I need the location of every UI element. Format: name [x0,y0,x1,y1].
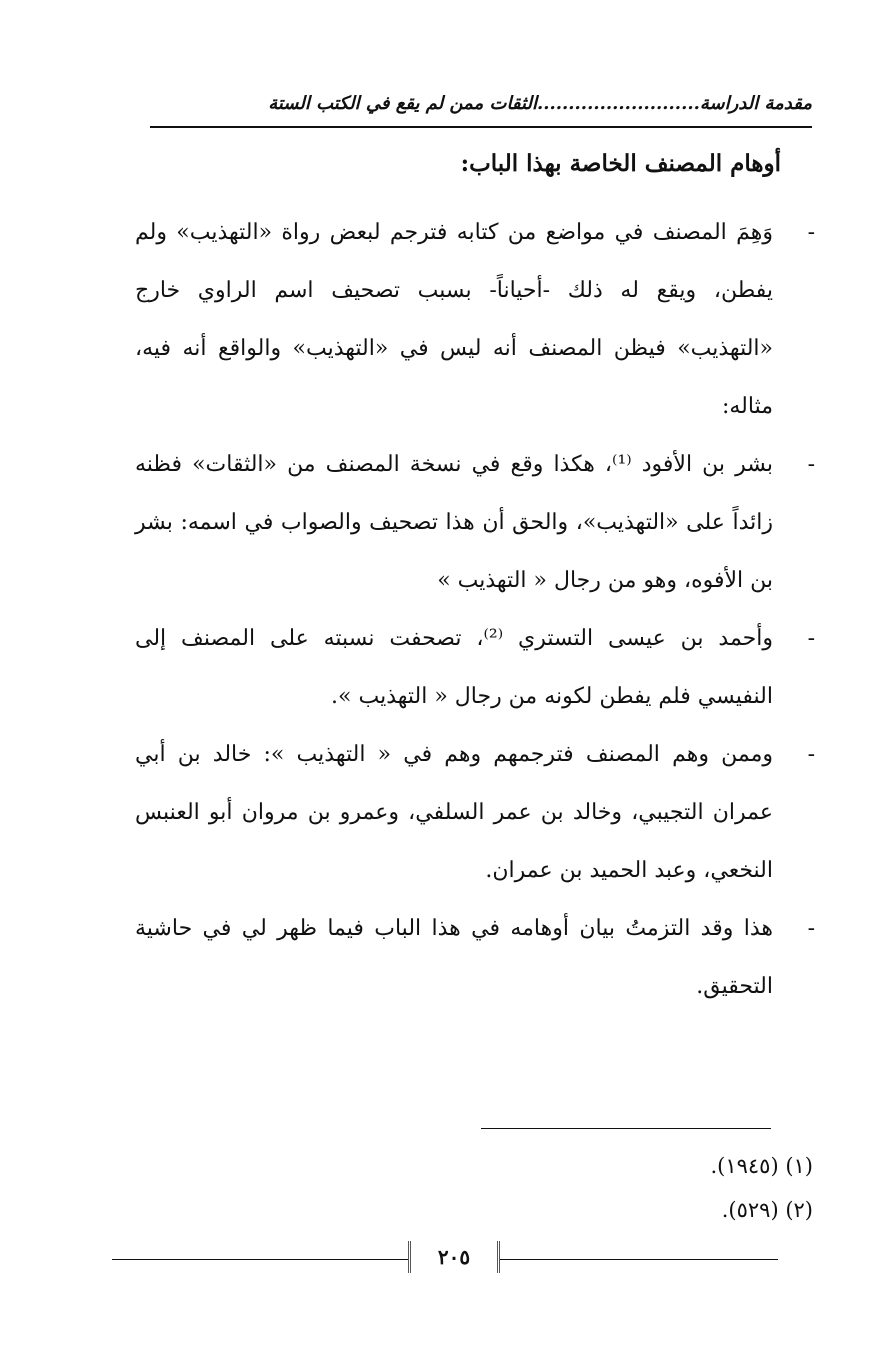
list-item-text: هذا وقد التزمتُ بيان أوهامه في هذا الباب فيما ظهر لي في حاشية التحقيق. [135,916,773,999]
list-item-text: وممن وهم المصنف فترجمهم وهم في « التهذيب »: خالد بن أبي عمران التجيبي، وخالد بن عمر السلفي، وعمرو بن مروان أبو العنبس النخعي، وعبد الحميد بن عمران. [135,742,773,883]
list-item-text: وَهِمَ المصنف في مواضع من كتابه فترجم لبعض رواة «التهذيب» ولم يفطن، ويقع له ذلك -أحياناً- بسبب تصحيف اسم الراوي خارج «التهذيب» فيظن المصنف أنه ليس في «التهذيب» والواقع أنه فيه، مثاله: [135,220,773,419]
list-item [135,436,815,610]
bullet-dash: - [807,220,815,245]
running-header [150,86,812,128]
bullet-dash: - [807,916,815,941]
list-item [135,204,815,436]
footnotes [710,1144,813,1232]
list-item [135,610,815,726]
list-item-text: بشر بن الأفود ⁽¹⁾، هكذا وقع في نسخة المصنف من «الثقات» فظنه زائداً على «التهذيب»، والحق أن هذا تصحيف والصواب في اسمه: بشر بن الأفوه، وهو من رجال « التهذيب » [135,452,773,593]
page-number: ٢٠٥ [408,1241,500,1273]
body-text [135,204,815,1016]
footnote: (٢) (٥٢٩). [721,1198,813,1222]
list-item [135,900,815,1016]
list-item-text: وأحمد بن عيسى التستري ⁽²⁾، تصحفت نسبته على المصنف إلى النفيسي فلم يفطن لكونه من رجال « التهذيب ». [135,626,773,709]
bullet-dash: - [807,452,815,477]
footnote-separator [481,1128,771,1129]
running-header-title: مقدمة الدراسة..........................الثقات ممن لم يقع في الكتب الستة [268,93,812,114]
section-heading: أوهام المصنف الخاصة بهذا الباب: [460,150,781,177]
bullet-dash: - [807,742,815,767]
list-item [135,726,815,900]
bullet-dash: - [807,626,815,651]
footnote: (١) (١٩٤٥). [710,1154,813,1178]
